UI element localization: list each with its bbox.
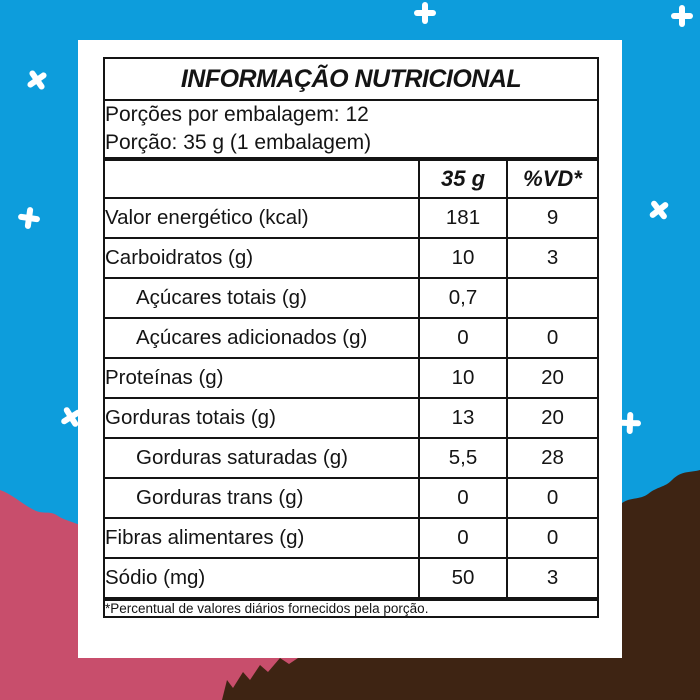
plus-icon <box>17 206 42 231</box>
nutrition-card <box>78 40 622 658</box>
row-amount: 0 <box>419 518 507 558</box>
row-amount: 0 <box>419 478 507 518</box>
plus-icon <box>414 2 436 24</box>
row-label: Proteínas (g) <box>104 358 419 398</box>
servings-info <box>104 100 598 159</box>
footnote: *Percentual de valores diários fornecidos pela porção. <box>105 600 429 616</box>
plus-icon <box>671 5 693 27</box>
servings-per-package: Porções por embalagem: 12 <box>105 103 369 126</box>
row-daily-value: 0 <box>507 518 598 558</box>
table-title: INFORMAÇÃO NUTRICIONAL <box>104 58 598 100</box>
row-label: Gorduras trans (g) <box>104 478 419 518</box>
footnote-row <box>104 599 598 617</box>
table-row <box>104 558 598 599</box>
row-label: Sódio (mg) <box>104 558 419 599</box>
row-daily-value: 0 <box>507 318 598 358</box>
row-amount: 0,7 <box>419 278 507 318</box>
row-daily-value: 20 <box>507 398 598 438</box>
servings-row <box>104 100 598 159</box>
serving-size: Porção: 35 g (1 embalagem) <box>105 130 372 154</box>
table-row <box>104 518 598 558</box>
row-label: Gorduras totais (g) <box>104 398 419 438</box>
nutrition-rows <box>104 198 598 599</box>
row-label: Fibras alimentares (g) <box>104 518 419 558</box>
row-daily-value: 3 <box>507 238 598 278</box>
nutrition-table <box>103 57 599 618</box>
row-amount: 10 <box>419 358 507 398</box>
plus-icon <box>619 412 642 435</box>
row-label: Gorduras saturadas (g) <box>104 438 419 478</box>
table-row <box>104 358 598 398</box>
table-row <box>104 318 598 358</box>
table-row <box>104 198 598 238</box>
row-label: Valor energético (kcal) <box>104 198 419 238</box>
table-row <box>104 398 598 438</box>
column-header-daily-value: %VD* <box>507 159 598 198</box>
column-header-amount: 35 g <box>419 159 507 198</box>
row-daily-value: 28 <box>507 438 598 478</box>
row-daily-value <box>507 278 598 318</box>
table-row <box>104 238 598 278</box>
row-amount: 50 <box>419 558 507 599</box>
column-header-row <box>104 159 598 198</box>
row-daily-value: 3 <box>507 558 598 599</box>
row-amount: 181 <box>419 198 507 238</box>
row-amount: 0 <box>419 318 507 358</box>
row-amount: 5,5 <box>419 438 507 478</box>
row-amount: 13 <box>419 398 507 438</box>
title-row <box>104 58 598 100</box>
row-daily-value: 20 <box>507 358 598 398</box>
table-row <box>104 478 598 518</box>
row-label: Carboidratos (g) <box>104 238 419 278</box>
table-row <box>104 278 598 318</box>
column-header-blank <box>104 159 419 198</box>
row-daily-value: 0 <box>507 478 598 518</box>
row-daily-value: 9 <box>507 198 598 238</box>
table-row <box>104 438 598 478</box>
row-label: Açúcares adicionados (g) <box>104 318 419 358</box>
row-amount: 10 <box>419 238 507 278</box>
row-label: Açúcares totais (g) <box>104 278 419 318</box>
